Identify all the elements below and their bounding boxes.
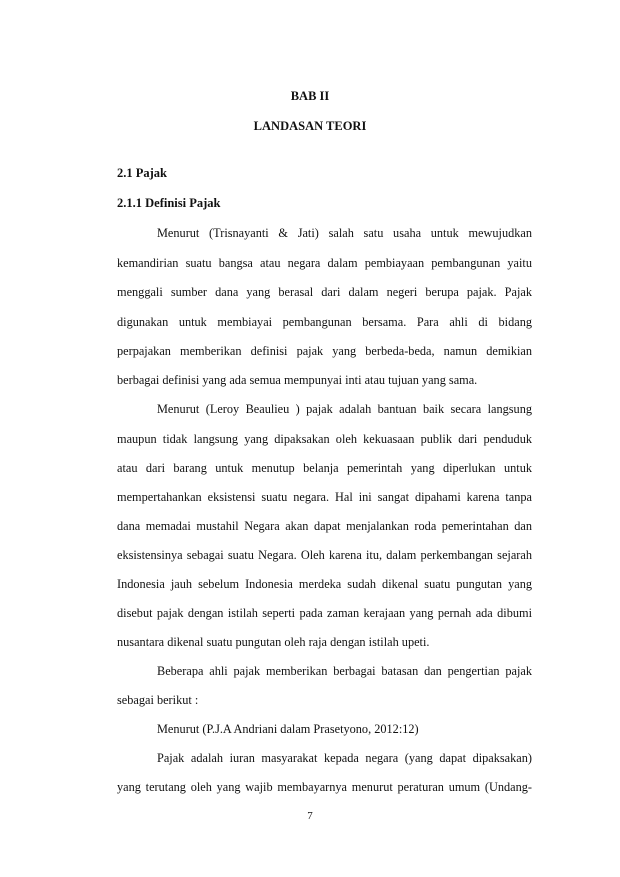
paragraph-line: menggali sumber dana yang berasal dari dalam negeri berupa pajak. Pajak bbox=[117, 285, 532, 299]
paragraph-line: Menurut (P.J.A Andriani dalam Prasetyono, 2012:12) bbox=[157, 722, 419, 736]
chapter-title: BAB II bbox=[290, 89, 330, 103]
paragraph-line: yang terutang oleh yang wajib membayarnya menurut peraturan umum (Undang- bbox=[117, 780, 532, 794]
paragraph-line: dana memadai mustahil Negara akan dapat menjalankan roda pemerintahan dan bbox=[117, 519, 532, 533]
paragraph-line: Pajak adalah iuran masyarakat kepada negara (yang dapat dipaksakan) bbox=[157, 751, 532, 765]
paragraph-line: kemandirian suatu bangsa atau negara dalam pembiayaan pembangunan yaitu bbox=[117, 256, 532, 270]
paragraph-line: mempertahankan eksistensi suatu negara. Hal ini sangat dipahami karena tanpa bbox=[117, 490, 532, 504]
paragraph-line: maupun tidak langsung yang dipaksakan oleh kekuasaan publik dari penduduk bbox=[117, 432, 532, 446]
paragraph-line: berbagai definisi yang ada semua mempunyai inti atau tujuan yang sama. bbox=[117, 373, 478, 387]
paragraph-line: disebut pajak dengan istilah seperti pada zaman kerajaan yang pernah ada dibumi bbox=[117, 606, 532, 620]
paragraph-line: Menurut (Trisnayanti & Jati) salah satu usaha untuk mewujudkan bbox=[157, 226, 532, 240]
subsection-heading: 2.1.1 Definisi Pajak bbox=[117, 196, 221, 210]
paragraph-line: eksistensinya sebagai suatu Negara. Oleh karena itu, dalam perkembangan sejarah bbox=[117, 548, 532, 562]
paragraph-line: Beberapa ahli pajak memberikan berbagai batasan dan pengertian pajak bbox=[157, 664, 532, 678]
paragraph-line: perpajakan memberikan definisi pajak yang berbeda-beda, namun demikian bbox=[117, 344, 532, 358]
chapter-subtitle: LANDASAN TEORI bbox=[253, 119, 367, 133]
section-heading: 2.1 Pajak bbox=[117, 166, 167, 180]
paragraph-line: digunakan untuk membiayai pembangunan bersama. Para ahli di bidang bbox=[117, 315, 532, 329]
paragraph-line: atau dari barang untuk menutup belanja pemerintah yang diperlukan untuk bbox=[117, 461, 532, 475]
page-number: 7 bbox=[307, 810, 313, 822]
paragraph-line: Indonesia jauh sebelum Indonesia merdeka sudah dikenal suatu pungutan yang bbox=[117, 577, 532, 591]
paragraph-line: nusantara dikenal suatu pungutan oleh raja dengan istilah upeti. bbox=[117, 635, 430, 649]
paragraph-line: Menurut (Leroy Beaulieu ) pajak adalah bantuan baik secara langsung bbox=[157, 402, 532, 416]
paragraph-line: sebagai berikut : bbox=[117, 693, 199, 707]
